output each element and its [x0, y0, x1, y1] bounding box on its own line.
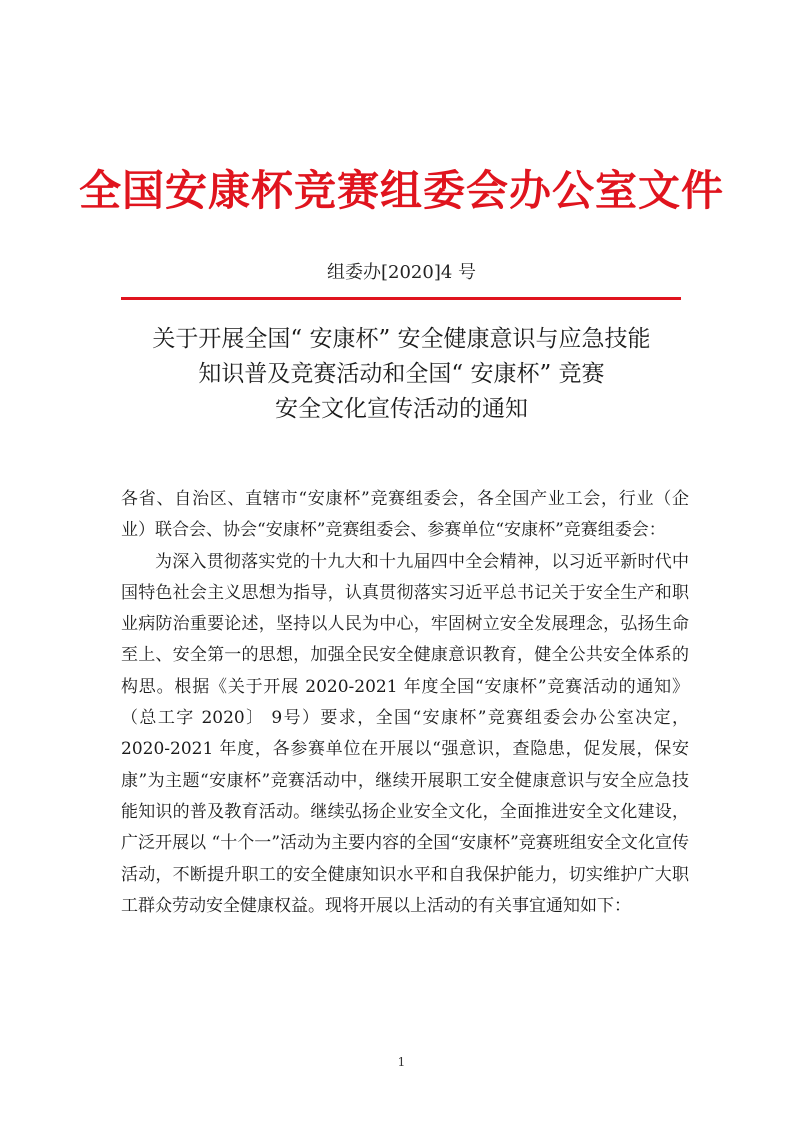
issuer-title: 全国安康杯竞赛组委会办公室文件	[78, 166, 724, 215]
document-body	[121, 484, 689, 922]
document-number: 组委办[2020]4 号	[326, 262, 477, 283]
title-line-2: 知识普及竞赛活动和全国“ 安康杯” 竞赛	[198, 361, 605, 387]
body-paragraph: 为深入贯彻落实党的十九大和十九届四中全会精神，以习近平新时代中国特色社会主义思想为指导，认真贯彻落实习近平总书记关于安全生产和职业病防治重要论述，坚持以人民为中心，牢固树立安全发展理念，弘扬生命至上、安全第一的思想，加强全民安全健康意识教育，健全公共安全体系的构思。根据《关于开展 2020-2021 年度全国“安康杯”竞赛活动的通知》（总工字 2020〕 9号）要求，全国“安康杯”竞赛组委会办公室决定，2020-2021 年度，各参赛单位在开展以“强意识，查隐患，促发展，保安康”为主题“安康杯”竞赛活动中，继续开展职工安全健康意识与安全应急技能知识的普及教育活动。继续弘扬企业安全文化，全面推进安全文化建设，广泛开展以 “十个一”活动为主要内容的全国“安康杯”竞赛班组安全文化宣传活动，不断提升职工的安全健康知识水平和自我保护能力，切实维护广大职工群众劳动安全健康权益。现将开展以上活动的有关事宜通知如下：	[121, 551, 689, 916]
salutation: 各省、自治区、直辖市“安康杯”竞赛组委会，各全国产业工会，行业（企业）联合会、协会“安康杯”竞赛组委会、参赛单位“安康杯”竞赛组委会：	[121, 489, 689, 541]
page-number: 1	[397, 1055, 406, 1069]
title-line-1: 关于开展全国“ 安康杯” 安全健康意识与应急技能	[152, 326, 651, 352]
document-title	[0, 322, 803, 427]
red-divider-line	[121, 297, 681, 300]
title-line-3: 安全文化宣传活动的通知	[275, 396, 528, 422]
